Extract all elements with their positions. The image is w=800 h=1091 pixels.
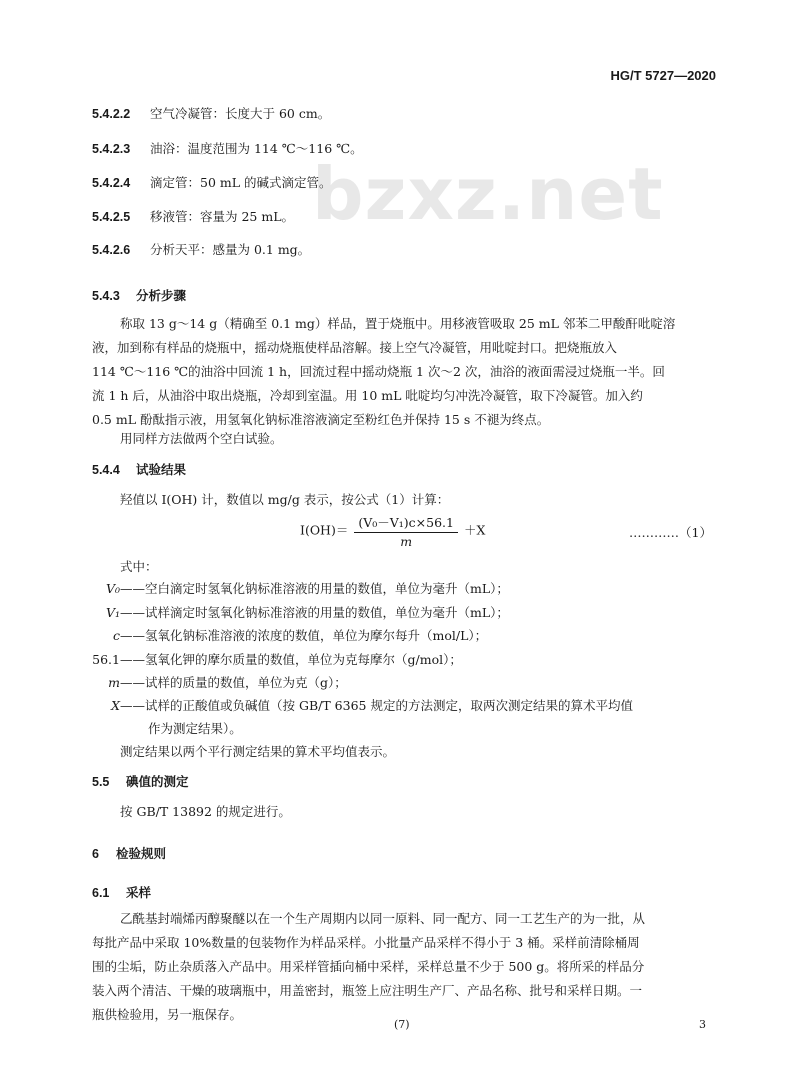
section-number: 6 [92, 847, 99, 861]
symbol-definition [92, 696, 633, 714]
clause-5-4-2-2 [92, 104, 330, 122]
section-title: 分析步骤 [136, 288, 187, 303]
section-title: 碘值的测定 [126, 774, 189, 789]
clause-text: 滴定管：50 mL 的碱式滴定管。 [150, 175, 332, 190]
clause-text: 空气冷凝管：长度大于 60 cm。 [150, 106, 331, 121]
blank-test-note: 用同样方法做两个空白试验。 [120, 431, 283, 446]
watermark: bzxz.net [312, 152, 664, 236]
symbol: V₀ [105, 581, 120, 596]
formula-1 [300, 513, 485, 549]
footer-sequence: (7) [394, 1018, 410, 1031]
paragraph-line: 称取 13 g～14 g（精确至 0.1 mg）样品，置于烧瓶中。用移液管吸取 25 mL 邻苯二甲酸酐吡啶溶 [120, 316, 676, 331]
paragraph-line: 114 ℃～116 ℃的油浴中回流 1 h，回流过程中摇动烧瓶 1 次～2 次，油浴的液面需浸过烧瓶一半。回 [92, 364, 665, 379]
formula-denominator: m [400, 534, 413, 549]
symbol: X [111, 698, 120, 713]
formula-numerator: (V₀－V₁)c×56.1 [354, 513, 458, 533]
formula-lhs: I(OH)＝ [300, 522, 349, 538]
standard-code: HG/T 5727—2020 [610, 68, 716, 83]
section-title: 检验规则 [116, 846, 167, 861]
clause-number: 5.4.2.4 [92, 176, 131, 190]
symbol-definition [92, 603, 509, 621]
paragraph-line: 流 1 h 后，从油浴中取出烧瓶，冷却到室温。用 10 mL 吡啶均匀冲洗冷凝管，取下冷凝管。加入约 [92, 388, 643, 403]
page-number: 3 [699, 1018, 706, 1031]
symbol-text: ——空白滴定时氢氧化钠标准溶液的用量的数值，单位为毫升（mL）； [120, 581, 509, 596]
paragraph-line: 瓶供检验用，另一瓶保存。 [92, 1007, 243, 1022]
section-number: 6.1 [92, 886, 110, 900]
result-note: 测定结果以两个平行测定结果的算术平均值表示。 [120, 744, 396, 759]
symbol-text: ——氢氧化钠标准溶液的浓度的数值，单位为摩尔每升（mol/L）； [120, 628, 488, 643]
section-heading-6 [92, 844, 166, 862]
clause-number: 5.4.2.2 [92, 107, 131, 121]
section-title: 试验结果 [136, 462, 187, 477]
symbol-definition [92, 673, 347, 691]
clause-number: 5.4.2.6 [92, 243, 131, 257]
section-number: 5.4.3 [92, 289, 120, 303]
clause-text: 移液管：容量为 25 mL。 [150, 209, 295, 224]
sampling-paragraph [92, 907, 716, 1027]
procedure-paragraph [92, 312, 716, 432]
paragraph-line: 乙酰基封端烯丙醇聚醚以在一个生产周期内以同一原料、同一配方、同一工艺生产的为一批，从 [120, 911, 646, 926]
symbol-text: ——试样的质量的数值，单位为克（g）； [120, 675, 347, 690]
paragraph-line: 每批产品中采取 10%数量的包装物作为样品采样。小批量产品采样不得小于 3 桶。采样前清除桶周 [92, 935, 640, 950]
symbol: 56.1 [92, 652, 120, 667]
where-label: 式中： [120, 559, 158, 574]
symbol-continuation: 作为测定结果）。 [148, 721, 242, 736]
paragraph-line: 围的尘垢，防止杂质落入产品中。用采样管插向桶中采样，采样总量不少于 500 g。将所采的样品分 [92, 959, 645, 974]
clause-text: 油浴：温度范围为 114 ℃～116 ℃。 [150, 141, 363, 156]
symbol-definition [92, 579, 509, 597]
formula-fraction [354, 513, 458, 549]
symbol-definition [92, 626, 487, 644]
section-heading-5-4-3 [92, 286, 186, 304]
symbol: c [112, 628, 120, 643]
section-heading-6-1 [92, 883, 151, 901]
section-title: 采样 [126, 885, 152, 900]
symbol: m [108, 675, 120, 690]
paragraph-line: 装入两个清洁、干燥的玻璃瓶中，用盖密封，瓶签上应注明生产厂、产品名称、批号和采样日期。一 [92, 983, 643, 998]
symbol-text: ——试样的正酸值或负碱值（按 GB/T 6365 规定的方法测定，取两次测定结果的算术平均值 [120, 698, 633, 713]
symbol-text: ——试样滴定时氢氧化钠标准溶液的用量的数值，单位为毫升（mL）； [120, 605, 509, 620]
symbol-text: ——氢氧化钾的摩尔质量的数值，单位为克每摩尔（g/mol）； [120, 652, 462, 667]
iodine-method-text: 按 GB/T 13892 的规定进行。 [120, 804, 291, 819]
formula-number: …………（1） [629, 525, 712, 540]
clause-5-4-2-4 [92, 173, 332, 191]
section-number: 5.5 [92, 775, 110, 789]
symbol-definition [92, 650, 462, 668]
clause-number: 5.4.2.5 [92, 210, 131, 224]
clause-number: 5.4.2.3 [92, 142, 131, 156]
clause-5-4-2-6 [92, 240, 310, 258]
section-number: 5.4.4 [92, 463, 120, 477]
paragraph-line: 0.5 mL 酚酞指示液，用氢氧化钠标准溶液滴定至粉红色并保持 15 s 不褪为终点。 [92, 412, 550, 427]
section-heading-5-4-4 [92, 460, 186, 478]
clause-5-4-2-3 [92, 139, 363, 157]
result-intro: 羟值以 I(OH) 计，数值以 mg/g 表示，按公式（1）计算： [120, 492, 450, 507]
clause-text: 分析天平：感量为 0.1 mg。 [150, 242, 311, 257]
symbol: V₁ [105, 605, 120, 620]
clause-5-4-2-5 [92, 207, 294, 225]
formula-rhs: ＋X [463, 522, 486, 538]
section-heading-5-5 [92, 772, 189, 790]
paragraph-line: 液，加到称有样品的烧瓶中，摇动烧瓶使样品溶解。接上空气冷凝管，用吡啶封口。把烧瓶放入 [92, 340, 618, 355]
